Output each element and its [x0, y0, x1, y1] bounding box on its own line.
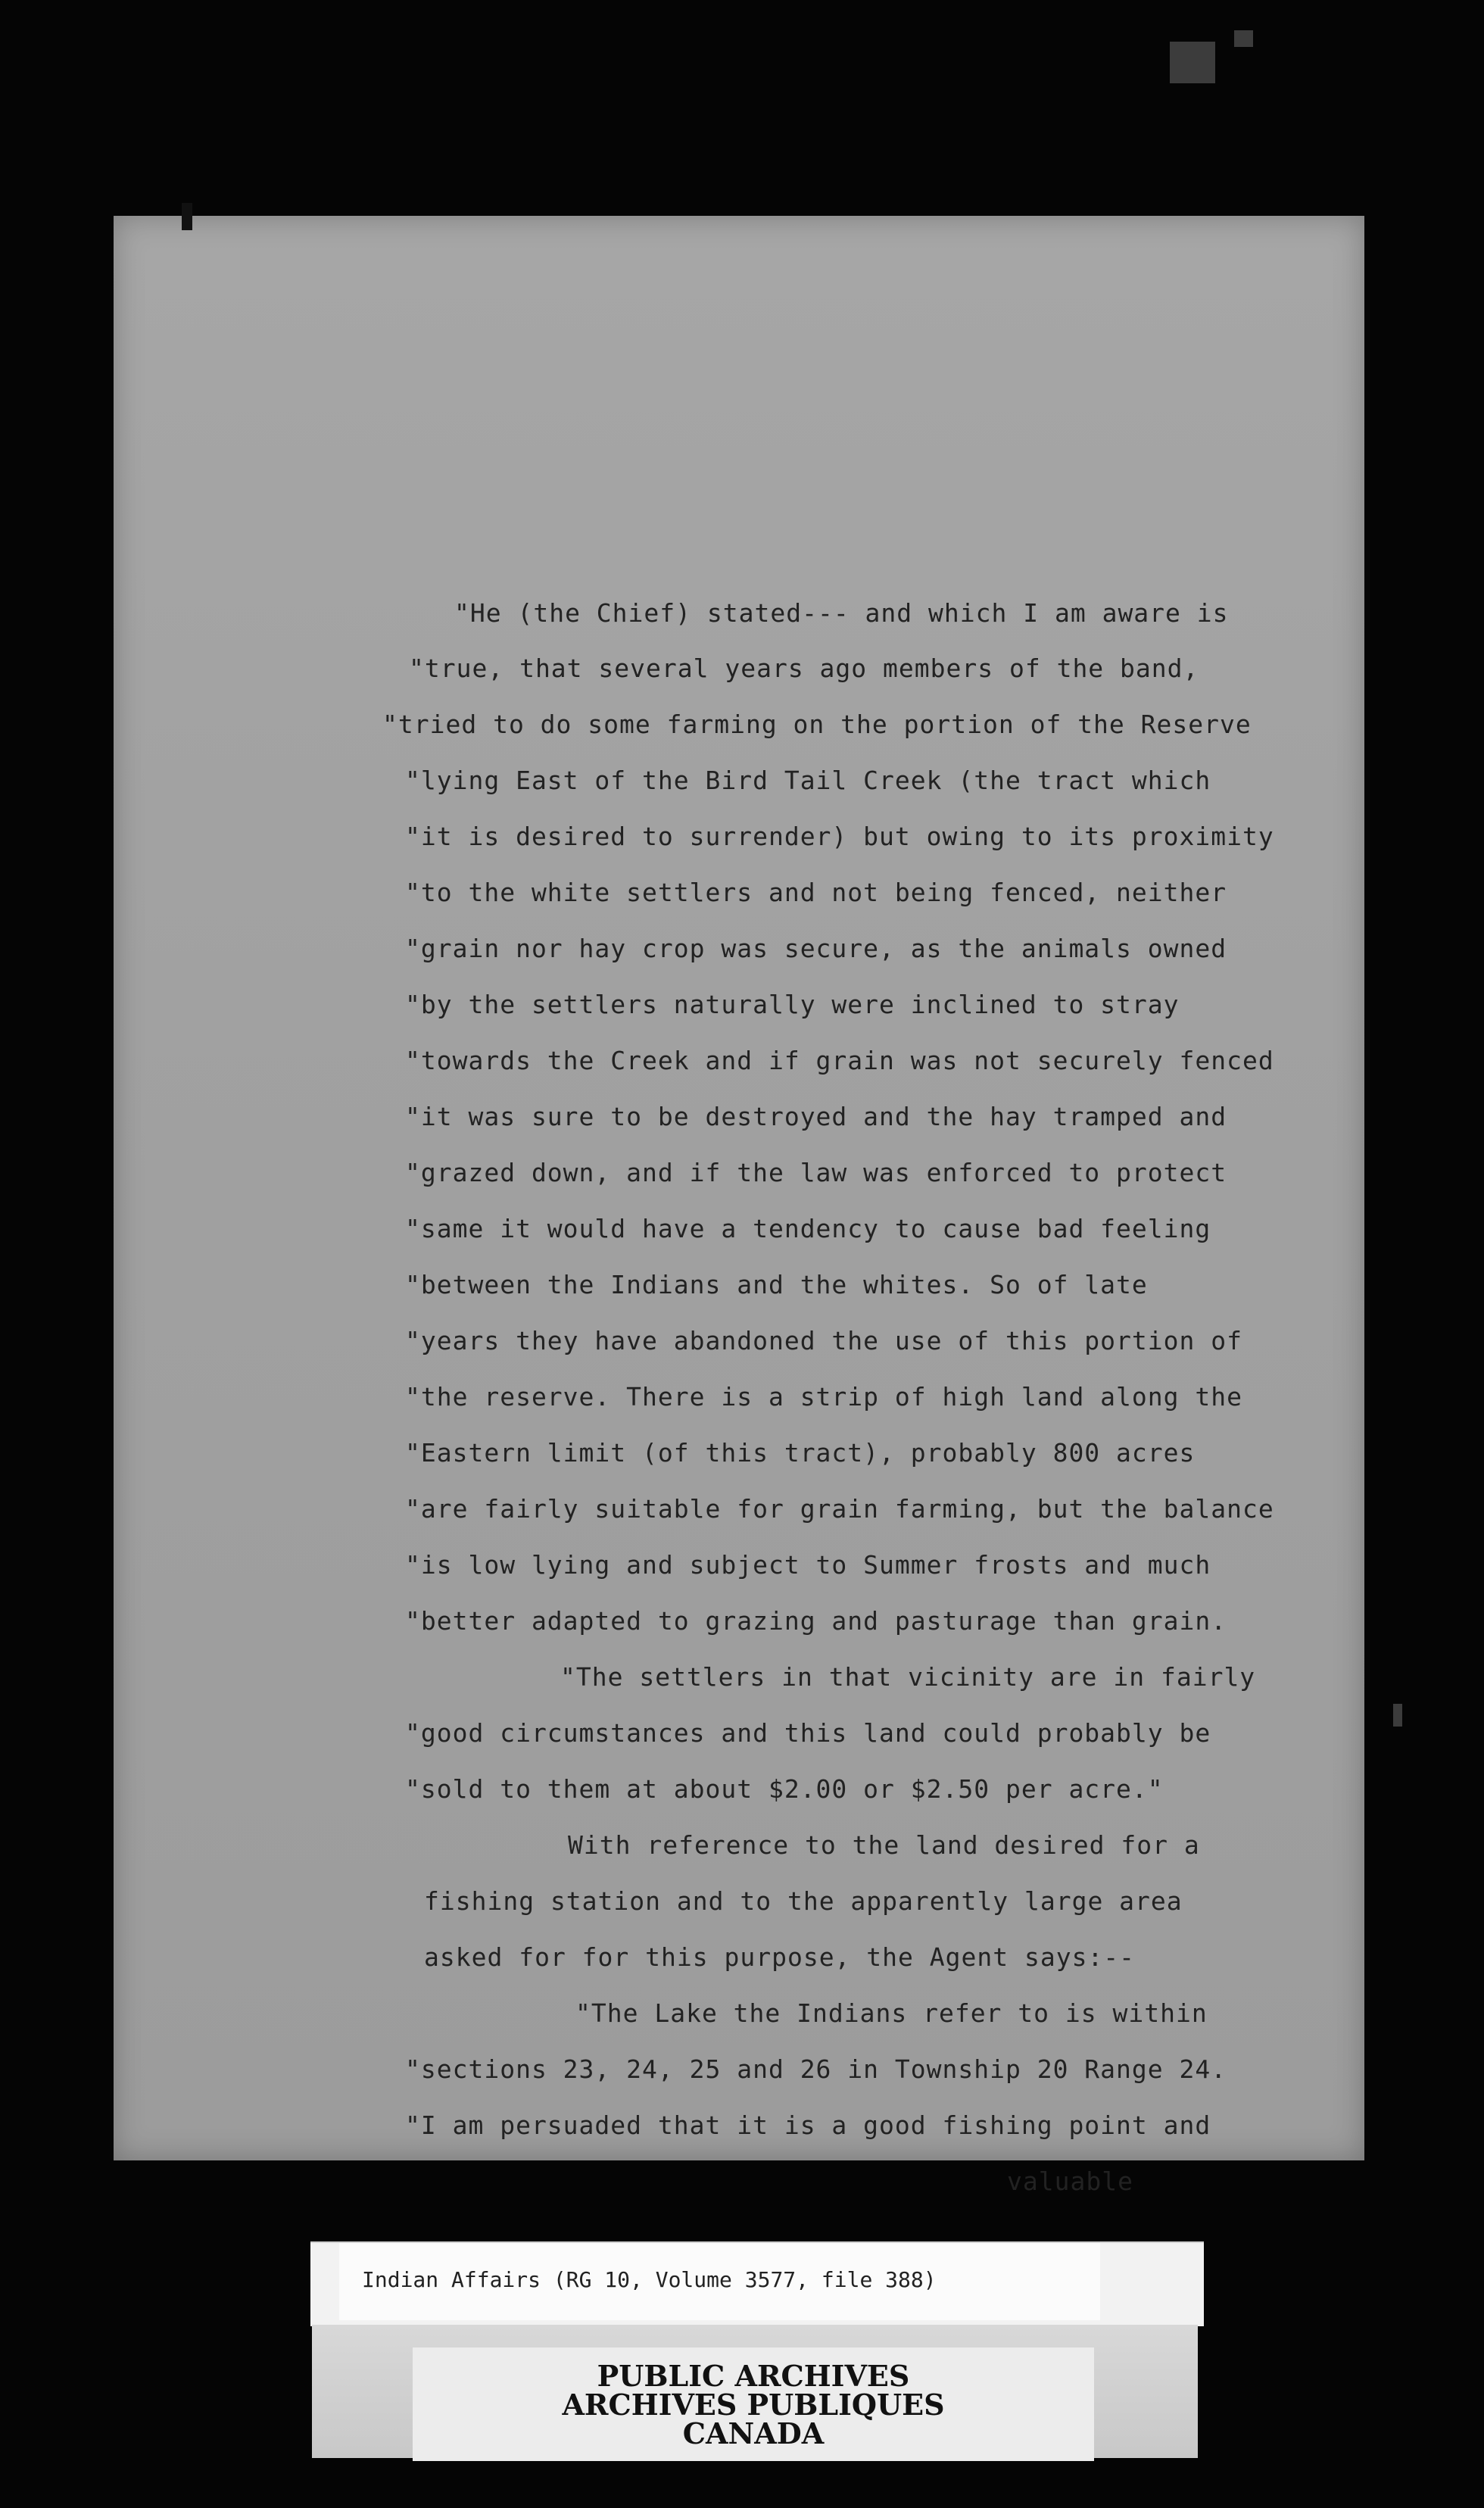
text-line: "to the white settlers and not being fenced, neither [405, 878, 1227, 907]
text-line: "by the settlers naturally were inclined to stray [405, 990, 1180, 1019]
text-line: "good circumstances and this land could probably be [405, 1718, 1211, 1748]
text-line: "He (the Chief) stated--- and which I am aware is [454, 598, 1229, 628]
text-line: fishing station and to the apparently large area [424, 1886, 1183, 1916]
text-line: "years they have abandoned the use of this portion of [405, 1326, 1242, 1355]
text-line: "are fairly suitable for grain farming, but the balance [405, 1494, 1274, 1524]
text-line: "Eastern limit (of this tract), probably 800 acres [405, 1438, 1196, 1468]
text-line: "better adapted to grazing and pasturage than grain. [405, 1606, 1227, 1636]
text-line: "true, that several years ago members of the band, [409, 654, 1199, 683]
text-line: "the reserve. There is a strip of high land along the [405, 1382, 1242, 1412]
film-speck [1234, 30, 1253, 47]
text-line: "I am persuaded that it is a good fishing point and [405, 2110, 1211, 2140]
text-line: valuable [1007, 2166, 1133, 2196]
text-line: "grain nor hay crop was secure, as the animals owned [405, 934, 1227, 963]
text-line: "towards the Creek and if grain was not securely fenced [405, 1046, 1274, 1075]
text-line: asked for for this purpose, the Agent says:-- [424, 1942, 1136, 1972]
margin-mark [182, 203, 192, 230]
text-line: "The settlers in that vicinity are in fairly [560, 1662, 1256, 1692]
text-line: With reference to the land desired for a [568, 1830, 1200, 1860]
text-line: "same it would have a tendency to cause bad feeling [405, 1214, 1211, 1243]
archive-stamp-line: ARCHIVES PUBLIQUES [562, 2388, 945, 2422]
text-line: "The Lake the Indians refer to is within [575, 1998, 1208, 2028]
archive-stamp-line: PUBLIC ARCHIVES [597, 2359, 910, 2393]
typed-letter-text [114, 367, 1364, 2196]
reference-label-text: Indian Affairs (RG 10, Volume 3577, file 388) [362, 2267, 937, 2292]
text-line: "between the Indians and the whites. So of late [405, 1270, 1148, 1299]
text-line: "is low lying and subject to Summer frosts and much [405, 1550, 1211, 1580]
archive-stamp-line: CANADA [682, 2416, 825, 2450]
text-line: "it is desired to surrender) but owing to its proximity [405, 822, 1274, 851]
film-speck [1393, 1704, 1402, 1727]
text-line: "lying East of the Bird Tail Creek (the tract which [405, 766, 1211, 795]
text-line: "sold to them at about $2.00 or $2.50 per acre." [405, 1774, 1164, 1804]
document-page [114, 216, 1364, 2196]
text-line: "grazed down, and if the law was enforced to protect [405, 1158, 1227, 1187]
text-line: "it was sure to be destroyed and the hay tramped and [405, 1102, 1227, 1131]
text-line: "sections 23, 24, 25 and 26 in Township 20 Range 24. [405, 2054, 1227, 2084]
text-line: "tried to do some farming on the portion of the Reserve [382, 710, 1252, 739]
film-speck [1170, 42, 1215, 83]
